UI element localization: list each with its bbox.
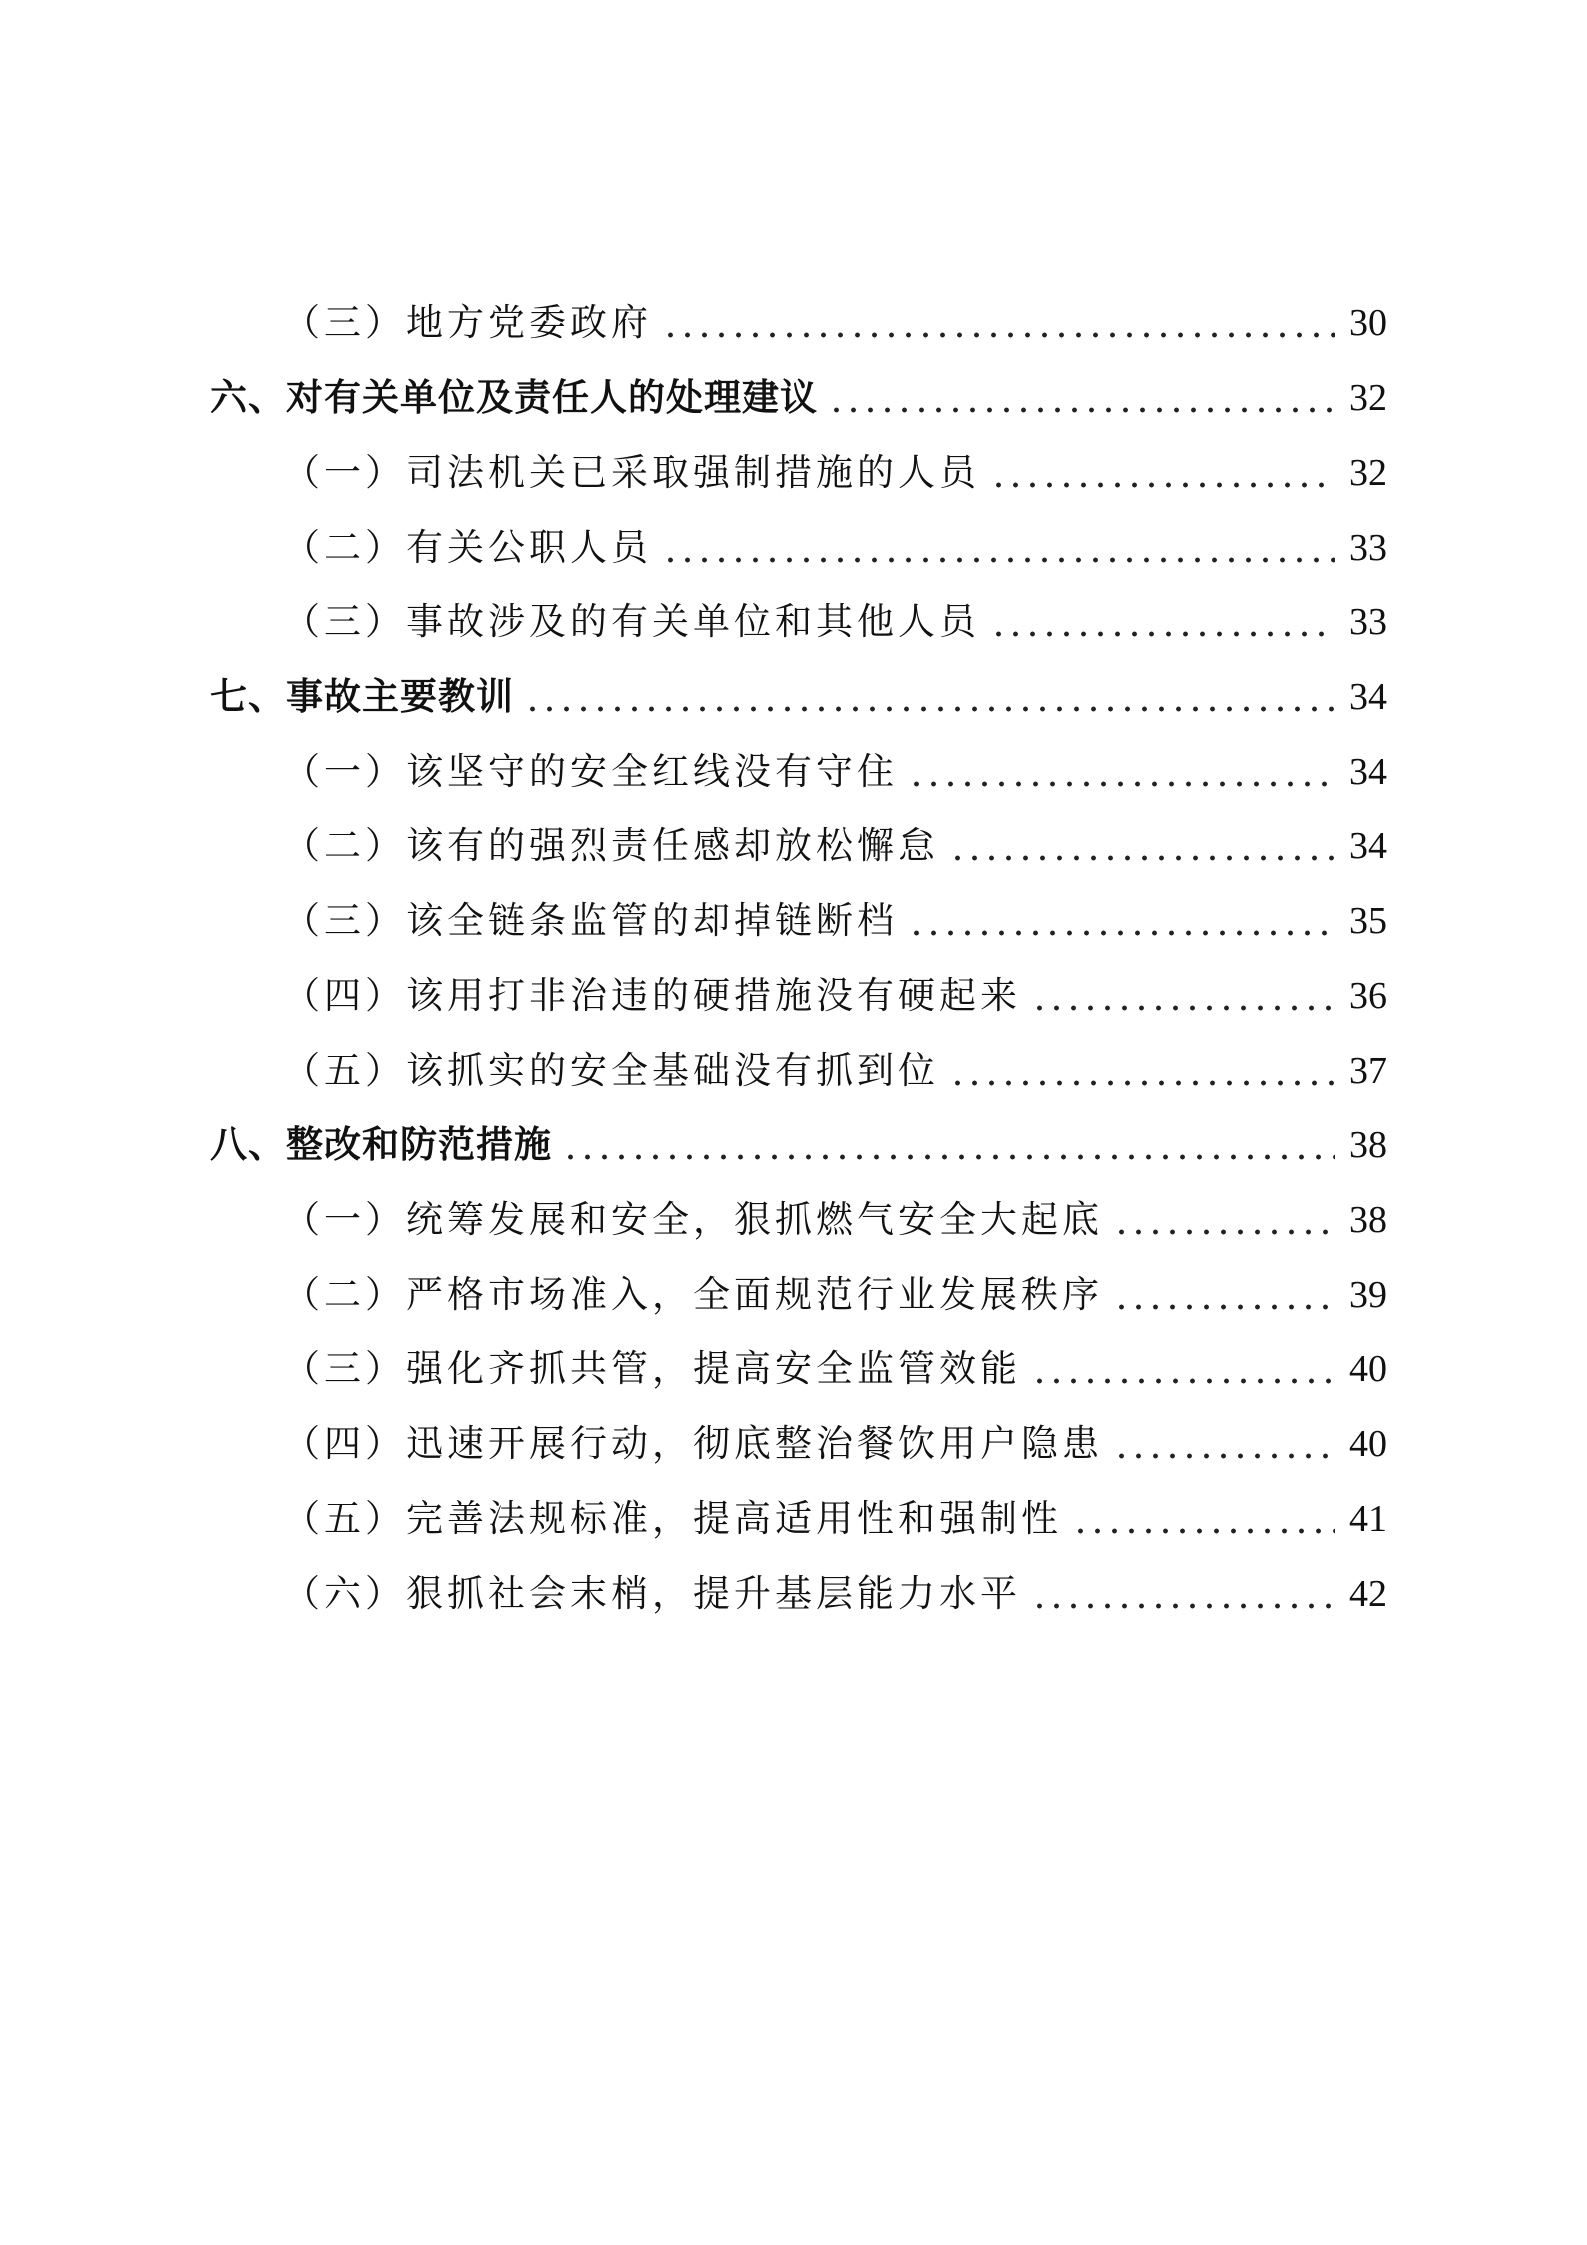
dot-leader bbox=[1113, 1414, 1335, 1474]
toc-entry-page: 32 bbox=[1349, 452, 1387, 494]
dot-leader bbox=[662, 518, 1335, 578]
toc-entry-page: 38 bbox=[1349, 1199, 1387, 1241]
dot-leader bbox=[1113, 1265, 1335, 1325]
toc-entry-page: 35 bbox=[1349, 900, 1387, 942]
toc-entry-sub[interactable] bbox=[0, 891, 1587, 951]
toc-entry-page: 33 bbox=[1349, 527, 1387, 569]
toc-entry-sub[interactable] bbox=[0, 1489, 1587, 1549]
toc-entry-sub[interactable] bbox=[0, 966, 1587, 1026]
toc-entry-title: （一）统筹发展和安全，狠抓燃气安全大起底 bbox=[283, 1198, 1103, 1241]
toc-entry-page: 39 bbox=[1349, 1274, 1387, 1316]
toc-entry-sub[interactable] bbox=[0, 518, 1587, 578]
dot-leader bbox=[1031, 966, 1335, 1026]
toc-entry-sub[interactable] bbox=[0, 1339, 1587, 1399]
toc-entry-page: 41 bbox=[1349, 1498, 1387, 1540]
toc-entry-page: 40 bbox=[1349, 1423, 1387, 1465]
toc-entry-title: （二）有关公职人员 bbox=[283, 526, 652, 569]
toc-entry-page: 40 bbox=[1349, 1348, 1387, 1390]
dot-leader bbox=[908, 742, 1335, 802]
toc-entry-title: （二）该有的强烈责任感却放松懈怠 bbox=[283, 824, 939, 867]
dot-leader bbox=[662, 293, 1335, 353]
toc-entry-title: （一）司法机关已采取强制措施的人员 bbox=[283, 451, 980, 494]
toc-entry-page: 36 bbox=[1349, 975, 1387, 1017]
toc-entry-sub[interactable] bbox=[0, 1414, 1587, 1474]
toc-entry-page: 42 bbox=[1349, 1573, 1387, 1615]
toc-entry-title: （五）该抓实的安全基础没有抓到位 bbox=[283, 1049, 939, 1092]
toc-entry-page: 30 bbox=[1349, 302, 1387, 344]
toc-entry-title: （四）该用打非治违的硬措施没有硬起来 bbox=[283, 974, 1021, 1017]
dot-leader bbox=[990, 592, 1335, 652]
toc-entry-section[interactable] bbox=[0, 1115, 1587, 1175]
toc-entry-section[interactable] bbox=[0, 368, 1587, 428]
toc-entry-page: 34 bbox=[1349, 825, 1387, 867]
toc-entry-sub[interactable] bbox=[0, 443, 1587, 503]
toc-entry-title: （六）狠抓社会末梢，提升基层能力水平 bbox=[283, 1572, 1021, 1615]
toc-entry-sub[interactable] bbox=[0, 742, 1587, 802]
toc-entry-page: 34 bbox=[1349, 676, 1387, 718]
toc-entry-page: 37 bbox=[1349, 1050, 1387, 1092]
toc-entry-title: （三）事故涉及的有关单位和其他人员 bbox=[283, 600, 980, 643]
toc-entry-page: 33 bbox=[1349, 601, 1387, 643]
dot-leader bbox=[828, 368, 1335, 428]
dot-leader bbox=[1072, 1489, 1335, 1549]
dot-leader bbox=[1031, 1339, 1335, 1399]
toc-entry-sub[interactable] bbox=[0, 1265, 1587, 1325]
toc-entry-title: （三）强化齐抓共管，提高安全监管效能 bbox=[283, 1347, 1021, 1390]
toc-entry-sub[interactable] bbox=[0, 816, 1587, 876]
dot-leader bbox=[908, 891, 1335, 951]
dot-leader bbox=[949, 816, 1335, 876]
toc-entry-title: （三）地方党委政府 bbox=[283, 301, 652, 344]
toc-entry-sub[interactable] bbox=[0, 1564, 1587, 1624]
toc-entry-title: 六、对有关单位及责任人的处理建议 bbox=[210, 376, 818, 419]
toc-entry-sub[interactable] bbox=[0, 592, 1587, 652]
toc-entry-sub[interactable] bbox=[0, 293, 1587, 353]
dot-leader bbox=[562, 1115, 1335, 1175]
toc-entry-page: 32 bbox=[1349, 377, 1387, 419]
dot-leader bbox=[949, 1041, 1335, 1101]
dot-leader bbox=[1113, 1190, 1335, 1250]
dot-leader bbox=[990, 443, 1335, 503]
toc-entry-title: （二）严格市场准入，全面规范行业发展秩序 bbox=[283, 1273, 1103, 1316]
toc-entry-page: 38 bbox=[1349, 1124, 1387, 1166]
dot-leader bbox=[524, 667, 1335, 727]
toc-entry-section[interactable] bbox=[0, 667, 1587, 727]
toc-entry-title: （四）迅速开展行动，彻底整治餐饮用户隐患 bbox=[283, 1422, 1103, 1465]
toc-entry-sub[interactable] bbox=[0, 1190, 1587, 1250]
toc-entry-title: （五）完善法规标准，提高适用性和强制性 bbox=[283, 1497, 1062, 1540]
toc-entry-title: 八、整改和防范措施 bbox=[210, 1123, 552, 1166]
toc-entry-title: （三）该全链条监管的却掉链断档 bbox=[283, 899, 898, 942]
toc-entry-title: （一）该坚守的安全红线没有守住 bbox=[283, 750, 898, 793]
toc-entry-title: 七、事故主要教训 bbox=[210, 675, 514, 718]
toc-entry-page: 34 bbox=[1349, 751, 1387, 793]
dot-leader bbox=[1031, 1564, 1335, 1624]
toc-entry-sub[interactable] bbox=[0, 1041, 1587, 1101]
